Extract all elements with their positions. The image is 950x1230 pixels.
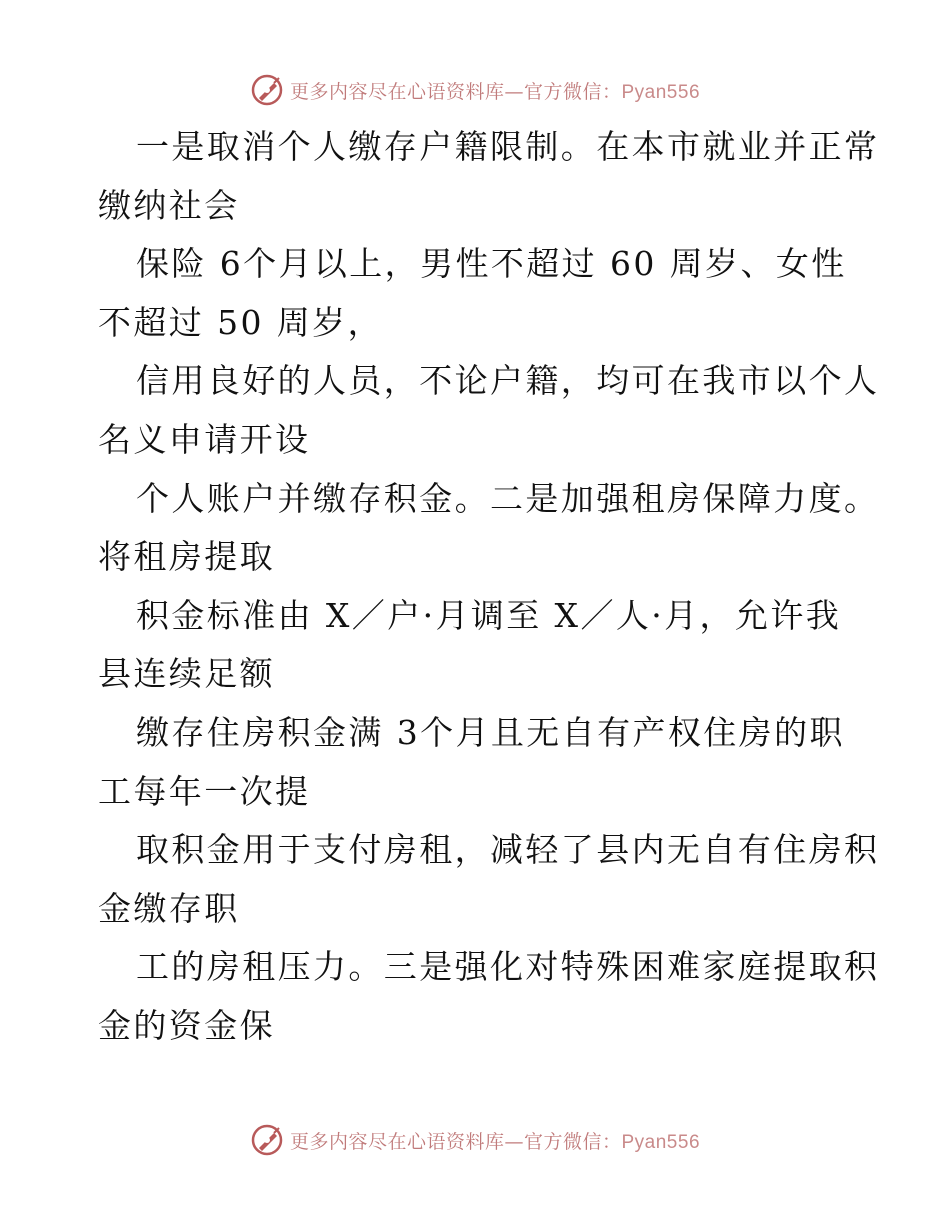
paragraph-line: 保险 6个月以上，男性不超过 60 周岁、女性 [136, 244, 847, 284]
paragraph-line: 名义申请开设 [98, 419, 311, 459]
paragraph [98, 821, 880, 938]
footer-banner-label: 更多内容尽在心语资料库—官方微信： [289, 1130, 622, 1153]
paragraph [98, 587, 853, 704]
paragraph [98, 470, 880, 587]
paragraph-line: 工每年一次提 [98, 771, 311, 811]
paragraph-line: 缴存住房积金满 3个月且无自有产权住房的职 [136, 712, 845, 752]
paragraph [98, 938, 880, 1055]
footer-banner [0, 1120, 950, 1160]
paragraph-line: 一是取消个人缴存户籍限制。在本市就业并正常 [136, 127, 880, 166]
header-banner-label: 更多内容尽在心语资料库—官方微信： [289, 80, 622, 103]
paragraph-line: 取积金用于支付房租，减轻了县内无自有住房积 [136, 830, 880, 870]
quill-pen-logo-icon [250, 73, 284, 107]
paragraph [98, 235, 853, 352]
paragraph-line: 不超过 50 周岁， [98, 302, 383, 342]
header-banner [0, 70, 950, 110]
paragraph-line: 信用良好的人员，不论户籍，均可在我市以个人 [136, 361, 880, 401]
paragraph-line: 工的房租压力。三是强化对特殊困难家庭提取积 [136, 947, 880, 987]
paragraph [98, 704, 853, 821]
document-body [98, 118, 880, 1056]
header-banner-text [290, 77, 700, 104]
paragraph-line: 积金标准由 X／户·月调至 X／人·月，允许我 [136, 595, 842, 635]
paragraph-line: 个人账户并缴存积金。二是加强租房保障力度。 [136, 478, 880, 518]
paragraph-line: 金缴存职 [98, 888, 240, 928]
paragraph [98, 118, 880, 235]
quill-pen-logo-icon [250, 1123, 284, 1157]
footer-wechat-id: Pyan556 [621, 1131, 701, 1153]
footer-banner-text [290, 1127, 700, 1154]
paragraph-line: 缴纳社会 [98, 185, 240, 225]
paragraph-line: 县连续足额 [98, 654, 275, 694]
paragraph [98, 352, 880, 469]
paragraph-line: 将租房提取 [98, 537, 275, 577]
paragraph-line: 金的资金保 [98, 1005, 275, 1045]
header-wechat-id: Pyan556 [621, 81, 701, 103]
